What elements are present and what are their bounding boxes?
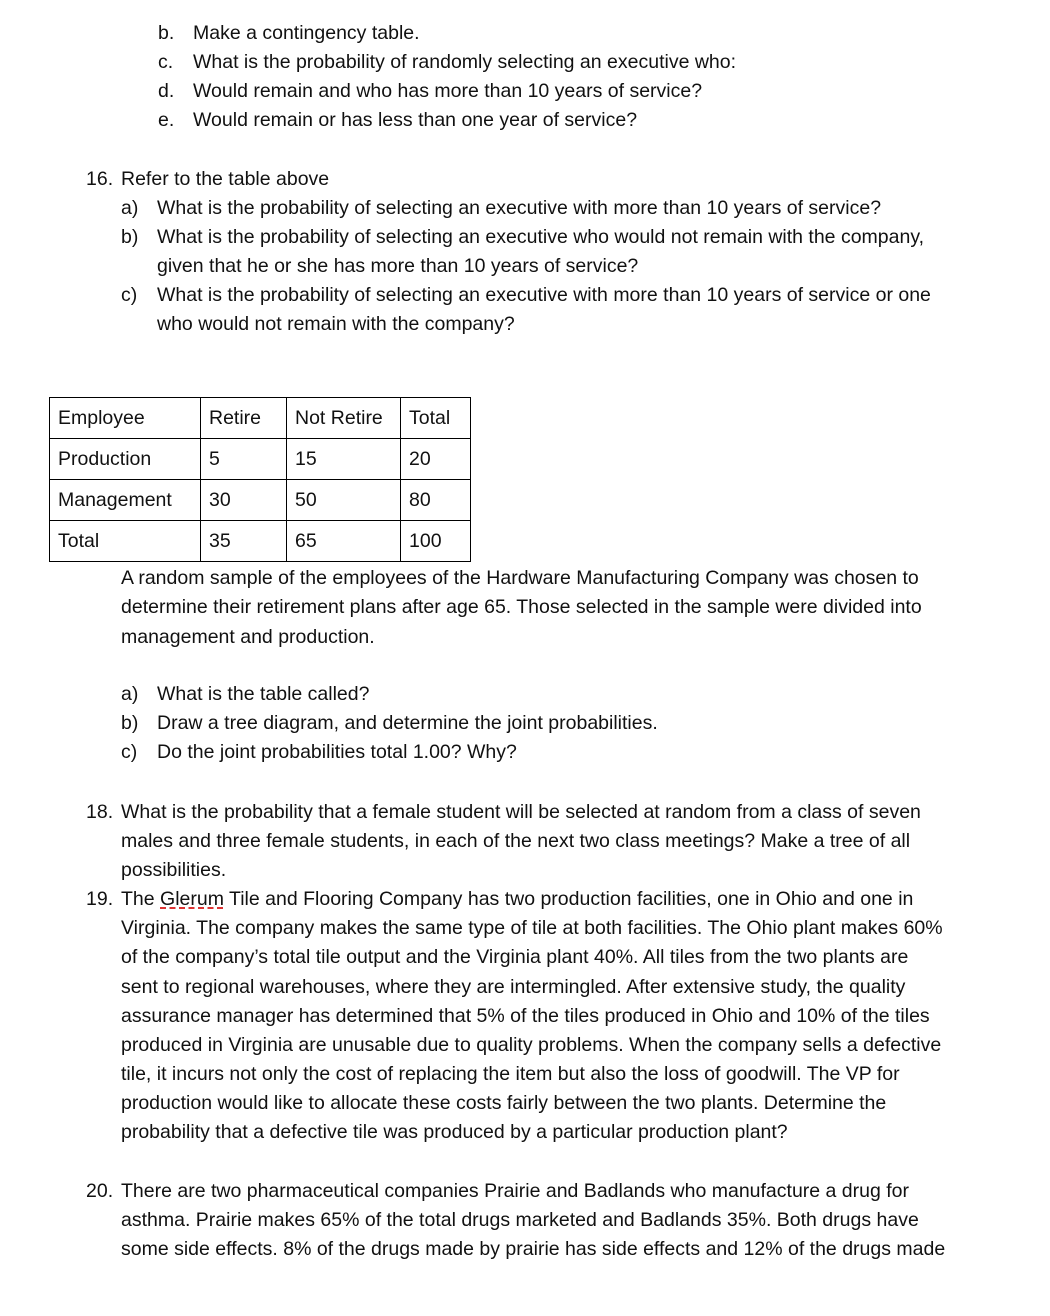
table-cell: 15 bbox=[287, 439, 401, 480]
part-text: What is the table called? bbox=[157, 683, 370, 705]
table-cell: 65 bbox=[287, 521, 401, 562]
question-number: 16. bbox=[86, 168, 114, 190]
list-item-text: What is the probability of randomly selecting an executive who: bbox=[193, 51, 737, 73]
list-marker: d. bbox=[158, 80, 175, 102]
part-marker: a) bbox=[121, 197, 139, 219]
part-marker: b) bbox=[121, 226, 139, 248]
list-marker: b. bbox=[158, 22, 175, 44]
list-item-text: Would remain and who has more than 10 years of service? bbox=[193, 80, 703, 102]
question-text: sent to regional warehouses, where they are intermingled. After extensive study, the quality bbox=[121, 976, 906, 998]
text-fragment: The bbox=[121, 888, 161, 910]
part-marker: a) bbox=[121, 683, 139, 705]
table-header-cell: Total bbox=[401, 398, 471, 439]
question-text: produced in Virginia are unusable due to quality problems. When the company sells a defective bbox=[121, 1034, 942, 1056]
part-marker: b) bbox=[121, 712, 139, 734]
part-text: given that he or she has more than 10 years of service? bbox=[157, 255, 639, 277]
table-cell: Production bbox=[50, 439, 201, 480]
question-text: of the company’s total tile output and the Virginia plant 40%. All tiles from the two plants are bbox=[121, 946, 909, 968]
question-number: 19. bbox=[86, 888, 114, 910]
table-cell: Total bbox=[50, 521, 201, 562]
question-text: probability that a defective tile was produced by a particular production plant? bbox=[121, 1121, 788, 1143]
table-row bbox=[50, 521, 471, 562]
question-text: tile, it incurs not only the cost of replacing the item but also the loss of goodwill. The VP for bbox=[121, 1063, 900, 1085]
description-text: determine their retirement plans after age 65. Those selected in the sample were divided into bbox=[121, 596, 922, 618]
question-text: males and three female students, in each of the next two class meetings? Make a tree of all bbox=[121, 830, 911, 852]
list-marker: e. bbox=[158, 109, 175, 131]
question-text: asthma. Prairie makes 65% of the total drugs marketed and Badlands 35%. Both drugs have bbox=[121, 1209, 919, 1231]
text-fragment: Tile and Flooring Company has two production facilities, one in Ohio and one in bbox=[223, 888, 914, 910]
question-text: possibilities. bbox=[121, 859, 227, 881]
table-cell: 5 bbox=[201, 439, 287, 480]
list-item-text: Would remain or has less than one year of service? bbox=[193, 109, 638, 131]
question-text: production would like to allocate these costs fairly between the two plants. Determine the bbox=[121, 1092, 887, 1114]
part-text: Draw a tree diagram, and determine the joint probabilities. bbox=[157, 712, 658, 734]
table-header-cell: Retire bbox=[201, 398, 287, 439]
question-text: What is the probability that a female student will be selected at random from a class of seven bbox=[121, 801, 921, 823]
question-text bbox=[121, 887, 913, 911]
question-number: 20. bbox=[86, 1180, 114, 1202]
part-text: Do the joint probabilities total 1.00? Why? bbox=[157, 741, 517, 763]
question-text: some side effects. 8% of the drugs made by prairie has side effects and 12% of the drugs made bbox=[121, 1238, 946, 1260]
part-marker: c) bbox=[121, 741, 138, 763]
table-row bbox=[50, 439, 471, 480]
part-text: who would not remain with the company? bbox=[157, 313, 515, 335]
description-text: A random sample of the employees of the Hardware Manufacturing Company was chosen to bbox=[121, 567, 919, 589]
table-header-cell: Employee bbox=[50, 398, 201, 439]
table-cell: 35 bbox=[201, 521, 287, 562]
table-header-row bbox=[50, 398, 471, 439]
list-marker: c. bbox=[158, 51, 174, 73]
description-text: management and production. bbox=[121, 626, 375, 648]
table-cell: 30 bbox=[201, 480, 287, 521]
question-intro: Refer to the table above bbox=[121, 168, 330, 190]
part-text: What is the probability of selecting an executive who would not remain with the company, bbox=[157, 226, 925, 248]
table-cell: Management bbox=[50, 480, 201, 521]
table-header-cell: Not Retire bbox=[287, 398, 401, 439]
question-text: assurance manager has determined that 5% of the tiles produced in Ohio and 10% of the tiles bbox=[121, 1005, 930, 1027]
list-item-text: Make a contingency table. bbox=[193, 22, 420, 44]
part-text: What is the probability of selecting an executive with more than 10 years of service? bbox=[157, 197, 882, 219]
contingency-table bbox=[49, 397, 471, 562]
table-row bbox=[50, 480, 471, 521]
table-cell: 100 bbox=[401, 521, 471, 562]
question-number: 18. bbox=[86, 801, 114, 823]
table-cell: 80 bbox=[401, 480, 471, 521]
table-cell: 20 bbox=[401, 439, 471, 480]
part-text: What is the probability of selecting an executive with more than 10 years of service or one bbox=[157, 284, 931, 306]
spellcheck-flagged-word: Glerum bbox=[160, 888, 224, 910]
part-marker: c) bbox=[121, 284, 138, 306]
question-text: There are two pharmaceutical companies Prairie and Badlands who manufacture a drug for bbox=[121, 1180, 910, 1202]
table-cell: 50 bbox=[287, 480, 401, 521]
question-text: Virginia. The company makes the same type of tile at both facilities. The Ohio plant makes 60% bbox=[121, 917, 943, 939]
